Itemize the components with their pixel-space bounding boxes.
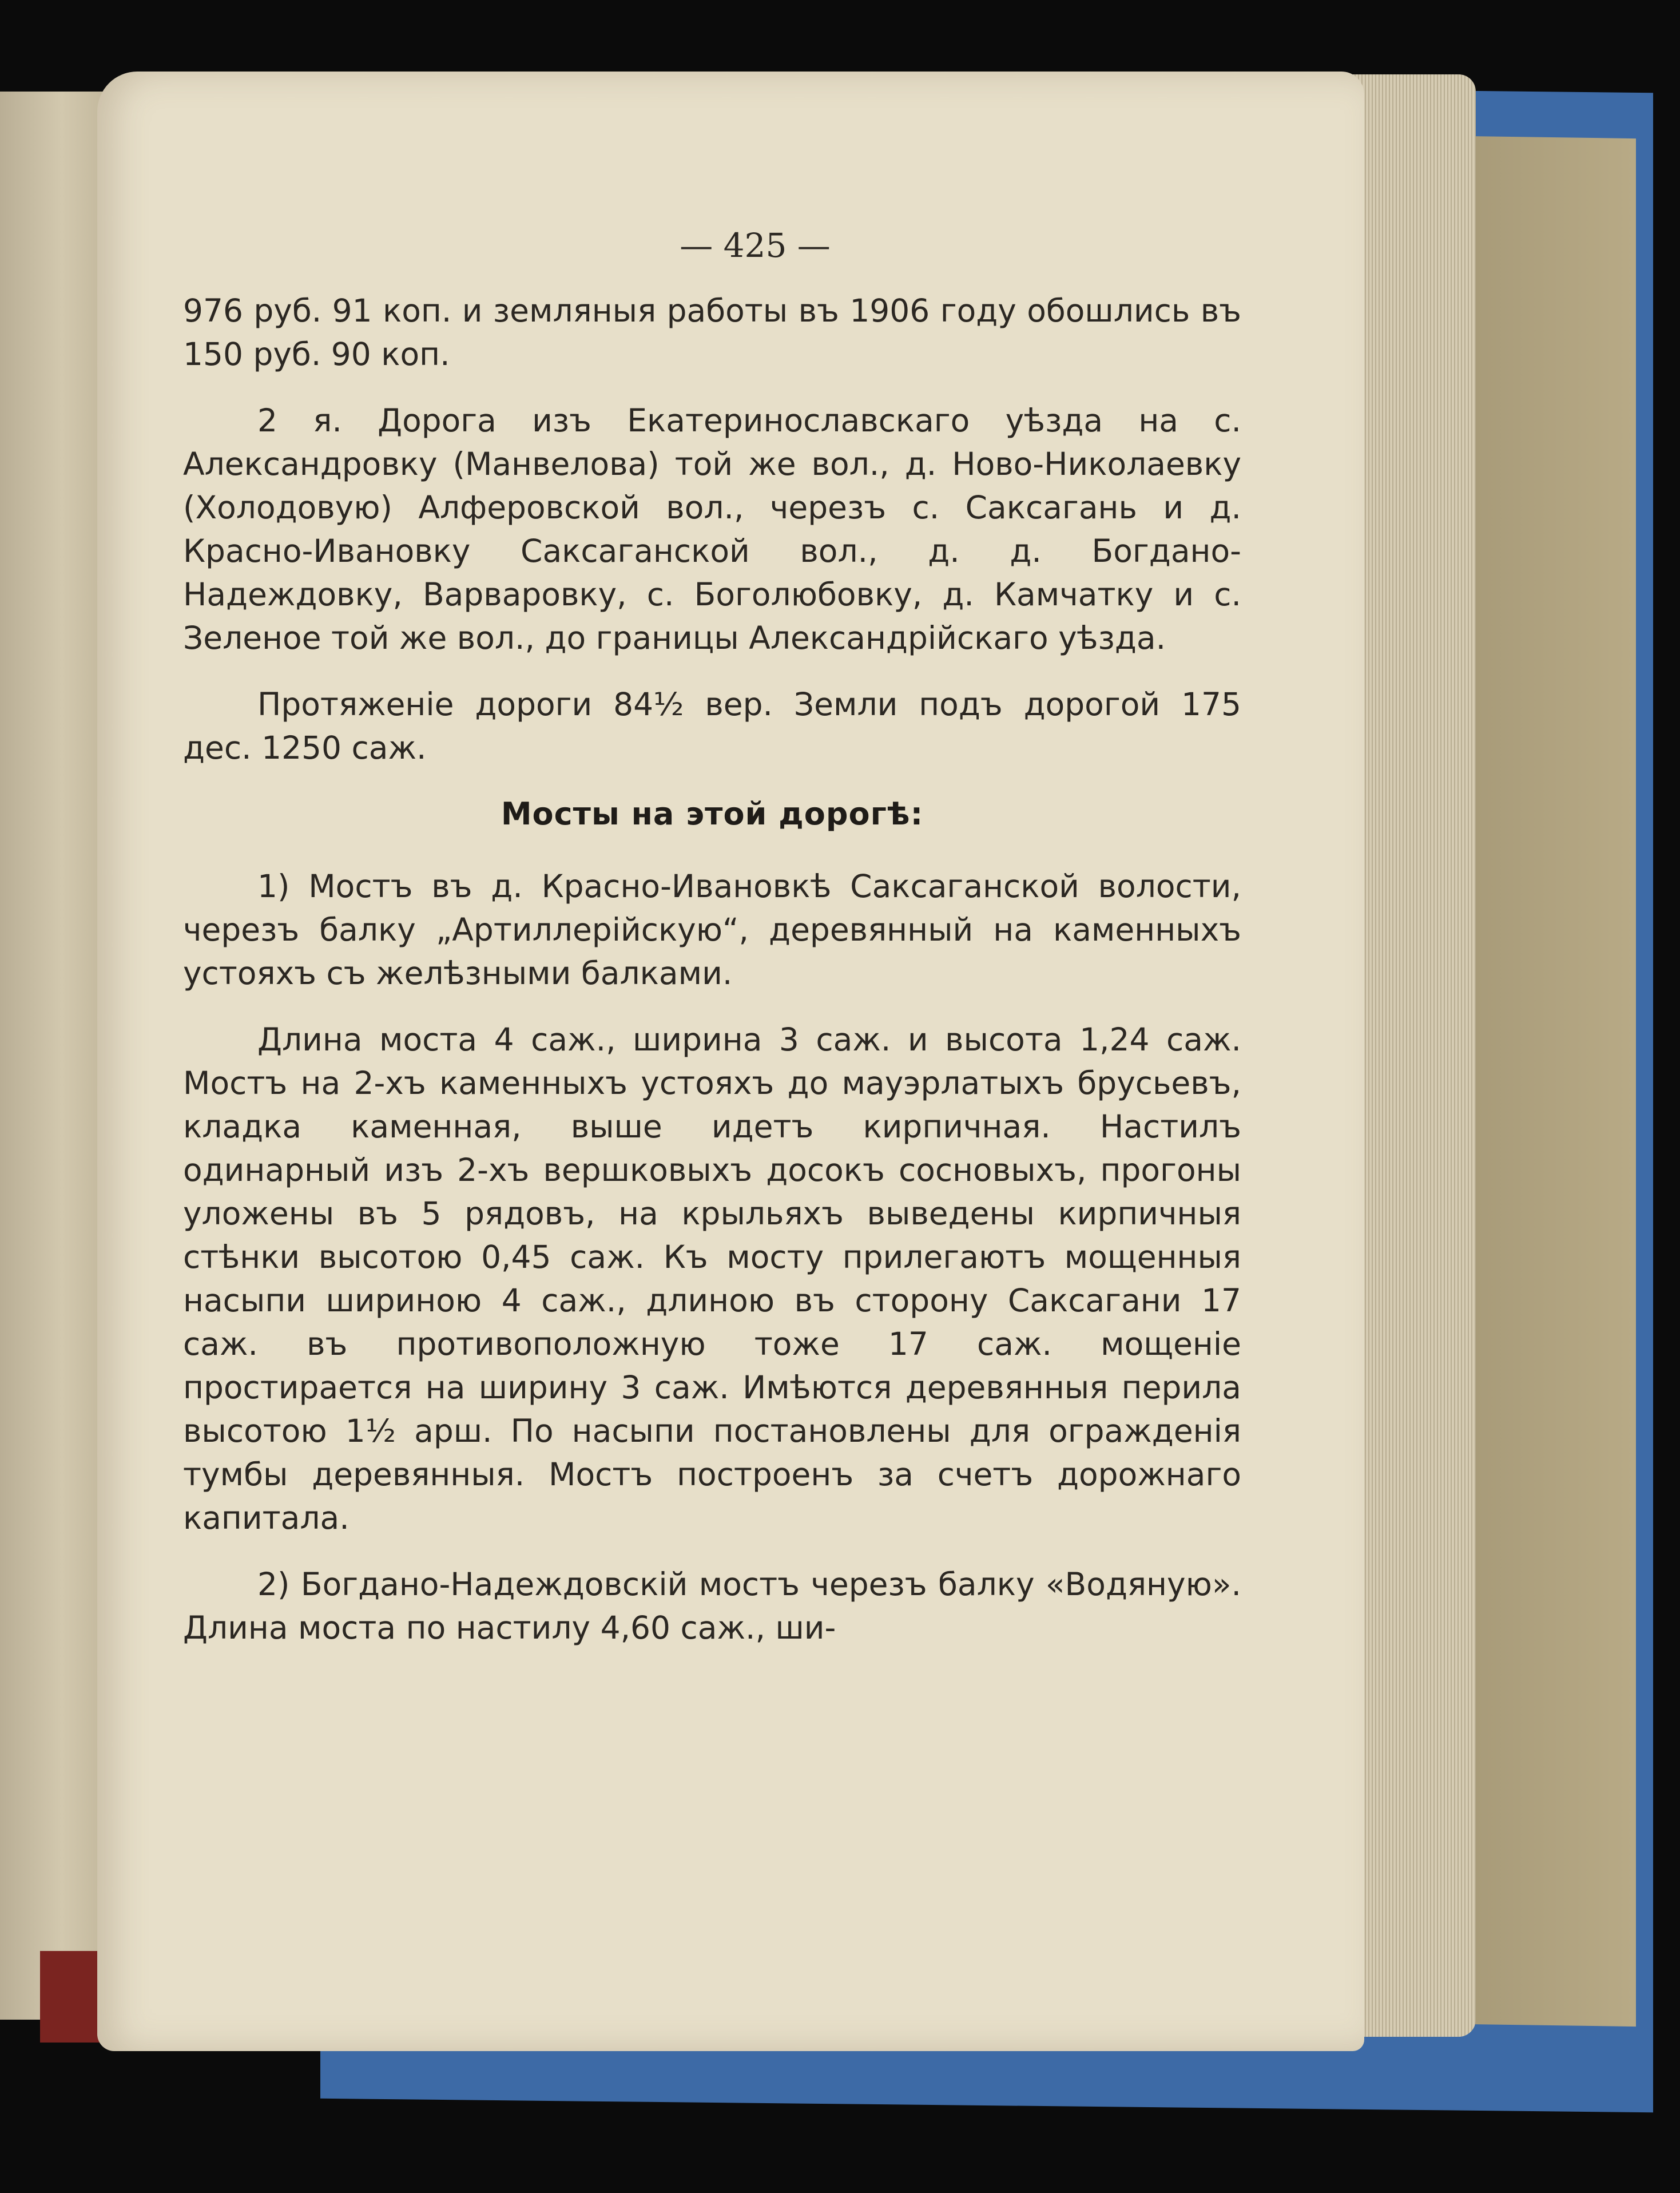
bridge-paragraph-1: 1) Мостъ въ д. Красно-Ивановкѣ Саксаганской волости, черезъ балку „Артиллерійскую“, деревянный на каменныхъ устояхъ съ желѣзными балками. bbox=[183, 868, 1241, 992]
left-cover-corner bbox=[40, 1951, 103, 2043]
book-page bbox=[97, 72, 1364, 2051]
section-heading: Мосты на этой дорогѣ: bbox=[501, 796, 924, 832]
page-text bbox=[183, 289, 1241, 1672]
bridge-paragraph-3: 2) Богдано-Надеждовскій мостъ черезъ балку «Водяную». Длина моста по настилу 4,60 саж., ши- bbox=[183, 1566, 1241, 1646]
paragraph-3: Протяженіе дороги 84½ вер. Земли подъ дорогой 175 дес. 1250 саж. bbox=[183, 686, 1241, 766]
page-number: — 425 — bbox=[680, 226, 831, 265]
paragraph-2: 2 я. Дорога изъ Екатеринославскаго уѣзда на с. Александровку (Манвелова) той же вол., д. Ново-Николаевку (Холодовую) Алферовской вол., черезъ с. Саксагань и д. Красно-Ивановку Саксаганской вол., д. д. Богдано-Надеждовку, Варваровку, с. Боголюбовку, д. Камчатку и с. Зеленое той же вол., до границы Александрійскаго уѣзда. bbox=[183, 402, 1241, 656]
paragraph-1: 976 руб. 91 коп. и земляныя работы въ 1906 году обошлись въ 150 руб. 90 коп. bbox=[183, 292, 1241, 372]
bridge-paragraph-2: Длина моста 4 саж., ширина 3 саж. и высота 1,24 саж. Мостъ на 2-хъ каменныхъ устояхъ до мауэрлатыхъ брусьевъ, кладка каменная, выше идетъ кирпичная. Настилъ одинарный изъ 2-хъ вершковыхъ досокъ сосновыхъ, прогоны уложены въ 5 рядовъ, на крыльяхъ выведены кирпичныя стѣнки высотою 0,45 саж. Къ мосту прилегаютъ мощенныя насыпи шириною 4 саж., длиною въ сторону Саксагани 17 саж. въ противоположную тоже 17 саж. мощеніе простирается на ширину 3 саж. Имѣются деревянныя перила высотою 1½ арш. По насыпи постановлены для огражденія тумбы деревянныя. Мостъ построенъ за счетъ дорожнаго капитала. bbox=[183, 1021, 1241, 1536]
left-page-edge bbox=[0, 92, 106, 2020]
endpaper bbox=[1464, 136, 1636, 2027]
